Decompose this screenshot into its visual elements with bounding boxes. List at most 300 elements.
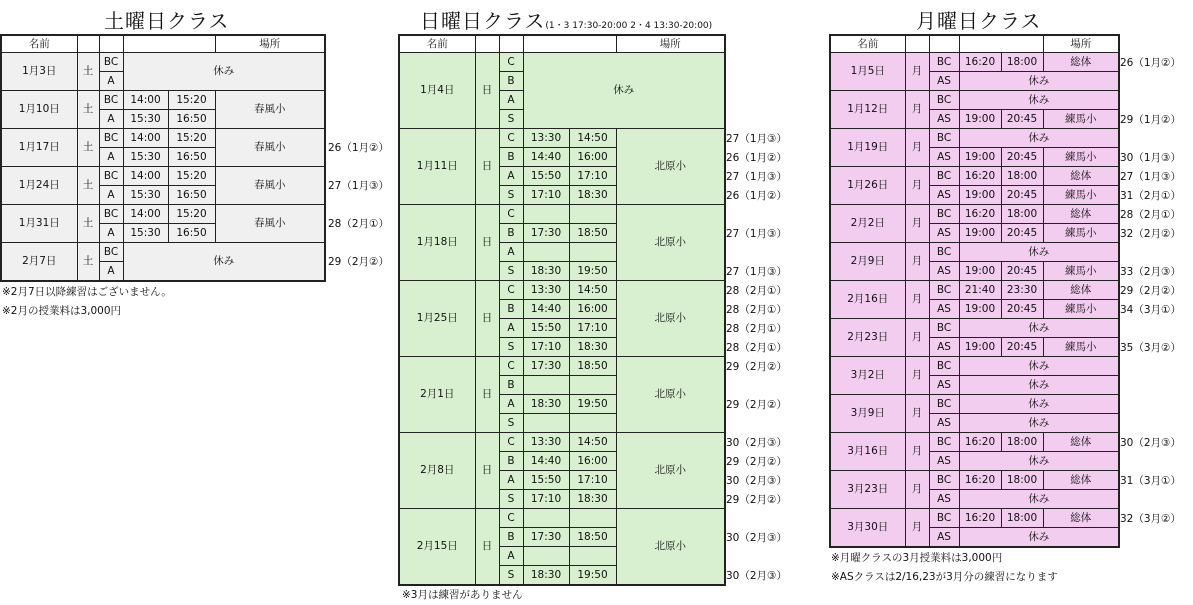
start-time: 19:00 [959,110,1001,129]
end-time: 14:50 [569,433,616,452]
table-row [830,509,1119,528]
end-time: 18:00 [1001,167,1043,186]
class-cell: BC [929,471,959,490]
class-cell: AS [929,490,959,509]
start-time: 15:30 [123,224,168,243]
lesson-count: 27（1月③） [726,266,787,278]
end-time: 20:45 [1001,148,1043,167]
end-time: 16:00 [569,300,616,319]
monday-note: ※ASクラスは2/16,23が3月分の練習になります [831,571,1058,583]
monday-note: ※月曜クラスの3月授業料は3,000円 [831,552,1003,564]
lesson-count: 26（1月②） [726,152,787,164]
start-time [523,547,569,566]
class-cell: B [499,452,523,471]
place-cell: 練馬小 [1043,224,1119,243]
rest-cell: 休み [959,243,1119,262]
start-time: 16:20 [959,509,1001,528]
date-cell: 1月24日 [1,167,77,205]
weekday-cell: 月 [905,433,929,471]
lesson-count: 27（1月③） [1120,171,1181,183]
end-time: 14:50 [569,281,616,300]
class-cell: C [499,205,523,224]
start-time: 19:00 [959,224,1001,243]
saturday-note: ※2月の授業料は3,000円 [2,305,122,317]
start-time: 14:00 [123,205,168,224]
class-cell: BC [99,91,123,110]
header-name: 名前 [830,35,905,53]
table-row [830,281,1119,300]
weekday-cell: 月 [905,281,929,319]
place-cell: 北原小 [616,357,725,433]
start-time [523,509,569,528]
start-time: 14:40 [523,148,569,167]
class-cell: A [499,91,523,110]
start-time [523,243,569,262]
place-cell: 北原小 [616,433,725,509]
class-cell: AS [929,224,959,243]
saturday-note: ※2月7日以降練習はございません。 [2,286,172,298]
class-cell: S [499,338,523,357]
class-cell: C [499,281,523,300]
end-time: 20:45 [1001,110,1043,129]
sunday-subtitle: (1・3 17:30-20:00 2・4 13:30-20:00) [545,21,713,31]
place-cell: 北原小 [616,281,725,357]
lesson-count: 29（2月②） [726,399,787,411]
rest-cell: 休み [523,53,725,129]
class-cell: BC [929,129,959,148]
class-cell: S [499,414,523,433]
class-cell: A [99,224,123,243]
end-time: 18:30 [569,338,616,357]
end-time [569,509,616,528]
header-row [830,35,1119,53]
start-time: 17:10 [523,338,569,357]
table-row [1,205,325,224]
weekday-cell: 月 [905,357,929,395]
end-time: 20:45 [1001,186,1043,205]
start-time: 15:30 [123,186,168,205]
weekday-cell: 月 [905,91,929,129]
start-time: 19:00 [959,186,1001,205]
class-cell: S [499,490,523,509]
place-cell: 練馬小 [1043,186,1119,205]
date-cell: 3月16日 [830,433,905,471]
lesson-count: 27（1月③） [726,228,787,240]
lesson-count: 31（3月①） [1120,475,1181,487]
class-cell: A [499,319,523,338]
class-cell: A [499,167,523,186]
header-place: 場所 [1043,35,1119,53]
header-time [123,35,215,53]
place-cell: 総体 [1043,53,1119,72]
date-cell: 2月7日 [1,243,77,282]
end-time: 15:20 [168,91,215,110]
rest-cell: 休み [959,357,1119,376]
end-time: 17:10 [569,167,616,186]
end-time: 16:50 [168,110,215,129]
end-time: 18:50 [569,224,616,243]
lesson-count: 30（2月③） [1120,437,1181,449]
class-cell: BC [929,53,959,72]
class-cell: B [499,148,523,167]
end-time: 18:00 [1001,471,1043,490]
start-time: 16:20 [959,167,1001,186]
lesson-count: 32（2月②） [1120,228,1181,240]
place-cell: 春風小 [215,91,325,129]
end-time: 18:00 [1001,205,1043,224]
lesson-count: 33（2月③） [1120,266,1181,278]
date-cell: 2月2日 [830,205,905,243]
start-time [523,205,569,224]
end-time: 18:00 [1001,509,1043,528]
end-time: 20:45 [1001,300,1043,319]
lesson-count: 30（2月③） [726,532,787,544]
end-time: 16:50 [168,224,215,243]
class-cell: BC [929,509,959,528]
start-time: 18:30 [523,566,569,586]
place-cell: 総体 [1043,205,1119,224]
rest-cell: 休み [959,376,1119,395]
start-time: 15:50 [523,167,569,186]
end-time: 19:50 [569,566,616,586]
weekday-cell: 日 [475,53,499,129]
class-cell: AS [929,414,959,433]
start-time: 16:20 [959,205,1001,224]
date-cell: 1月19日 [830,129,905,167]
end-time: 18:00 [1001,53,1043,72]
place-cell: 総体 [1043,433,1119,452]
class-cell: AS [929,186,959,205]
rest-cell: 休み [959,414,1119,433]
end-time [569,205,616,224]
end-time: 18:50 [569,357,616,376]
lesson-count: 26（1月②） [328,142,389,154]
table-row [399,129,725,148]
date-cell: 2月8日 [399,433,475,509]
end-time: 23:30 [1001,281,1043,300]
start-time: 16:20 [959,471,1001,490]
date-cell: 3月2日 [830,357,905,395]
header-time [959,35,1043,53]
end-time: 18:00 [1001,433,1043,452]
class-cell: A [99,148,123,167]
end-time: 18:30 [569,490,616,509]
header-class [929,35,959,53]
weekday-cell: 土 [77,53,99,91]
rest-cell: 休み [959,91,1119,110]
end-time: 17:10 [569,471,616,490]
header-class [499,35,523,53]
start-time: 14:00 [123,129,168,148]
weekday-cell: 月 [905,167,929,205]
date-cell: 1月25日 [399,281,475,357]
weekday-cell: 土 [77,129,99,167]
end-time: 19:50 [569,262,616,281]
class-cell: BC [929,357,959,376]
end-time [569,376,616,395]
lesson-count: 30（2月③） [726,475,787,487]
date-cell: 2月1日 [399,357,475,433]
date-cell: 1月10日 [1,91,77,129]
rest-cell: 休み [959,319,1119,338]
saturday-title: 土曜日クラス [104,9,230,33]
start-time: 15:30 [123,110,168,129]
date-cell: 2月23日 [830,319,905,357]
weekday-cell: 月 [905,53,929,91]
header-day [475,35,499,53]
header-name: 名前 [1,35,77,53]
start-time: 14:00 [123,167,168,186]
place-cell: 春風小 [215,129,325,167]
class-cell: B [499,376,523,395]
end-time: 14:50 [569,129,616,148]
lesson-count: 30（2月③） [726,570,787,582]
class-cell: A [499,471,523,490]
lesson-count: 29（1月②） [1120,114,1181,126]
start-time: 14:40 [523,300,569,319]
class-cell: BC [929,433,959,452]
lesson-count: 28（2月①） [726,323,787,335]
class-cell: BC [99,167,123,186]
class-cell: A [499,243,523,262]
weekday-cell: 日 [475,205,499,281]
table-row [830,205,1119,224]
weekday-cell: 土 [77,91,99,129]
lesson-count: 31（2月①） [1120,190,1181,202]
end-time: 20:45 [1001,338,1043,357]
start-time: 13:30 [523,129,569,148]
end-time: 17:10 [569,319,616,338]
saturday-table [0,34,326,282]
monday-title: 月曜日クラス [916,9,1042,33]
class-cell: AS [929,148,959,167]
table-row [1,91,325,110]
class-cell: BC [929,281,959,300]
sunday-title [420,5,712,34]
class-cell: BC [99,205,123,224]
table-row [830,433,1119,452]
lesson-count: 29（2月②） [726,456,787,468]
class-cell: AS [929,300,959,319]
end-time: 19:50 [569,395,616,414]
weekday-cell: 土 [77,167,99,205]
lesson-count: 27（1月③） [328,180,389,192]
end-time [569,414,616,433]
end-time: 20:45 [1001,224,1043,243]
header-row [1,35,325,53]
end-time [569,243,616,262]
table-row [399,281,725,300]
lesson-count: 30（2月③） [726,437,787,449]
start-time: 17:10 [523,186,569,205]
weekday-cell: 土 [77,243,99,282]
sunday-note: ※3月は練習がありません [402,589,523,601]
weekday-cell: 月 [905,471,929,509]
date-cell: 1月18日 [399,205,475,281]
start-time: 18:30 [523,395,569,414]
place-cell: 北原小 [616,129,725,205]
table-row [830,91,1119,110]
date-cell: 1月3日 [1,53,77,91]
lesson-count: 27（1月③） [726,171,787,183]
start-time: 17:30 [523,357,569,376]
header-time [523,35,616,53]
class-cell: AS [929,528,959,548]
table-row [830,167,1119,186]
lesson-count: 34（3月①） [1120,304,1181,316]
start-time: 15:50 [523,471,569,490]
rest-cell: 休み [123,243,325,282]
date-cell: 2月9日 [830,243,905,281]
rest-cell: 休み [959,129,1119,148]
table-row [399,53,725,72]
class-cell: BC [929,395,959,414]
place-cell: 総体 [1043,167,1119,186]
lesson-count: 28（2月①） [1120,209,1181,221]
table-row [830,357,1119,376]
weekday-cell: 月 [905,509,929,548]
start-time: 15:50 [523,319,569,338]
place-cell: 春風小 [215,205,325,243]
weekday-cell: 月 [905,319,929,357]
table-row [399,357,725,376]
lesson-count: 29（2月②） [726,361,787,373]
table-row [1,167,325,186]
place-cell: 練馬小 [1043,110,1119,129]
date-cell: 3月23日 [830,471,905,509]
weekday-cell: 月 [905,129,929,167]
weekday-cell: 日 [475,357,499,433]
date-cell: 1月17日 [1,129,77,167]
start-time: 19:00 [959,338,1001,357]
class-cell: B [499,72,523,91]
header-class [99,35,123,53]
lesson-count: 29（2月②） [328,256,389,268]
table-row [1,53,325,72]
lesson-count: 29（2月②） [726,494,787,506]
place-cell: 総体 [1043,471,1119,490]
class-cell: C [499,129,523,148]
class-cell: C [499,509,523,528]
table-row [830,395,1119,414]
weekday-cell: 日 [475,281,499,357]
monday-table [829,34,1120,548]
start-time [523,376,569,395]
date-cell: 2月16日 [830,281,905,319]
end-time: 15:20 [168,129,215,148]
lesson-count: 28（2月①） [726,285,787,297]
lesson-count: 26（1月②） [726,190,787,202]
lesson-count: 28（2月①） [726,342,787,354]
class-cell: AS [929,376,959,395]
rest-cell: 休み [123,53,325,91]
class-cell: BC [929,319,959,338]
start-time: 14:40 [523,452,569,471]
start-time: 17:10 [523,490,569,509]
date-cell: 1月11日 [399,129,475,205]
start-time [523,414,569,433]
lesson-count: 35（3月②） [1120,342,1181,354]
class-cell: S [499,110,523,129]
header-day [77,35,99,53]
header-day [905,35,929,53]
end-time: 16:00 [569,148,616,167]
class-cell: S [499,262,523,281]
date-cell: 1月4日 [399,53,475,129]
weekday-cell: 土 [77,205,99,243]
lesson-count: 28（2月①） [328,218,389,230]
class-cell: BC [929,167,959,186]
rest-cell: 休み [959,452,1119,471]
weekday-cell: 日 [475,433,499,509]
table-row [1,129,325,148]
start-time: 16:20 [959,433,1001,452]
class-cell: A [99,262,123,282]
header-row [399,35,725,53]
date-cell: 2月15日 [399,509,475,586]
start-time: 21:40 [959,281,1001,300]
table-row [830,53,1119,72]
class-cell: S [499,566,523,586]
date-cell: 1月26日 [830,167,905,205]
lesson-count: 27（1月③） [726,133,787,145]
class-cell: A [499,395,523,414]
start-time: 17:30 [523,528,569,547]
start-time: 14:00 [123,91,168,110]
header-name: 名前 [399,35,475,53]
class-cell: BC [99,53,123,72]
rest-cell: 休み [959,490,1119,509]
start-time: 15:30 [123,148,168,167]
date-cell: 1月31日 [1,205,77,243]
end-time: 18:50 [569,528,616,547]
start-time: 13:30 [523,281,569,300]
place-cell: 練馬小 [1043,262,1119,281]
table-row [830,243,1119,262]
place-cell: 北原小 [616,205,725,281]
date-cell: 3月9日 [830,395,905,433]
date-cell: 3月30日 [830,509,905,548]
class-cell: BC [929,243,959,262]
weekday-cell: 日 [475,509,499,586]
class-cell: BC [929,205,959,224]
end-time: 16:50 [168,148,215,167]
table-row [399,433,725,452]
rest-cell: 休み [959,528,1119,548]
class-cell: C [499,53,523,72]
lesson-count: 29（2月②） [1120,285,1181,297]
lesson-count: 28（2月①） [726,304,787,316]
class-cell: B [499,224,523,243]
end-time: 20:45 [1001,262,1043,281]
class-cell: S [499,186,523,205]
start-time: 13:30 [523,433,569,452]
weekday-cell: 月 [905,395,929,433]
place-cell: 総体 [1043,281,1119,300]
class-cell: A [499,547,523,566]
class-cell: A [99,186,123,205]
class-cell: BC [929,91,959,110]
table-row [830,129,1119,148]
weekday-cell: 月 [905,243,929,281]
class-cell: AS [929,72,959,91]
class-cell: AS [929,262,959,281]
start-time: 19:00 [959,262,1001,281]
weekday-cell: 月 [905,205,929,243]
class-cell: BC [99,243,123,262]
sunday-title-text: 日曜日クラス [420,9,546,33]
end-time: 18:30 [569,186,616,205]
